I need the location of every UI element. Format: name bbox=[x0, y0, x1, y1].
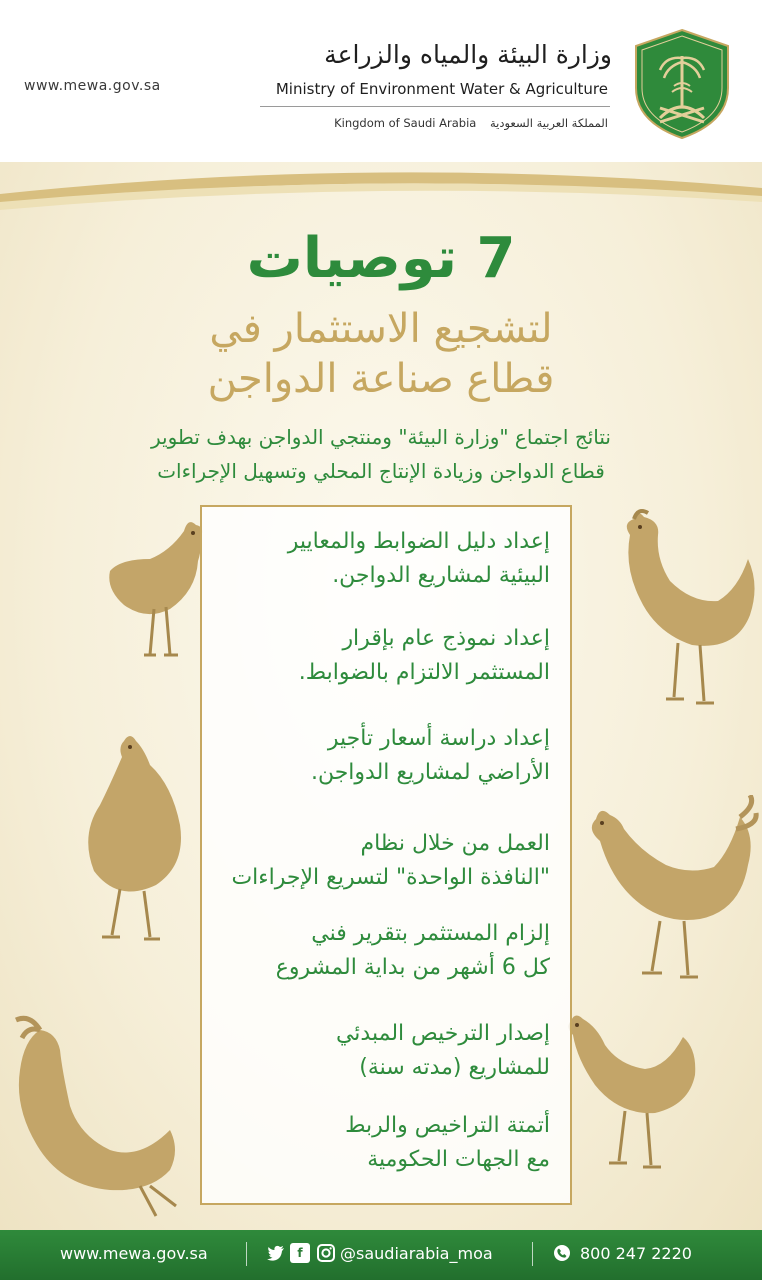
recommendation-3-line-2: الأراضي لمشاريع الدواجن. bbox=[310, 760, 550, 785]
rooster-illustration-1 bbox=[600, 505, 762, 720]
intro-line-2: قطاع الدواجن وزيادة الإنتاج المحلي وتسهيل الإجراءات bbox=[157, 459, 605, 483]
footer-divider-2 bbox=[532, 1242, 533, 1266]
footer-website-link[interactable]: www.mewa.gov.sa bbox=[60, 1244, 208, 1263]
footer-divider-1 bbox=[246, 1242, 247, 1266]
recommendation-6-line-1: إصدار الترخيص المبدئي bbox=[335, 1021, 550, 1046]
recommendation-1-line-1: إعداد دليل الضوابط والمعايير bbox=[287, 529, 550, 554]
header-divider bbox=[260, 106, 610, 107]
ministry-name-arabic: وزارة البيئة والمياه والزراعة bbox=[324, 40, 612, 69]
hen-illustration-3 bbox=[555, 1005, 705, 1175]
ministry-name-english: Ministry of Environment Water & Agriculture bbox=[275, 80, 608, 98]
recommendation-4 bbox=[210, 827, 550, 895]
gold-swoosh bbox=[0, 158, 762, 218]
recommendation-5-line-2: كل 6 أشهر من بداية المشروع bbox=[275, 955, 550, 980]
emblem-icon bbox=[630, 26, 734, 142]
headline-line-1: لتشجيع الاستثمار في bbox=[209, 306, 553, 352]
recommendation-4-line-1: العمل من خلال نظام bbox=[360, 831, 550, 856]
recommendation-2-line-2: المستثمر الالتزام بالضوابط. bbox=[298, 660, 550, 685]
rooster-illustration-3 bbox=[0, 1010, 190, 1230]
recommendation-6 bbox=[210, 1017, 550, 1085]
header bbox=[0, 0, 762, 162]
headline: 7 توصيات bbox=[246, 226, 516, 291]
recommendation-3 bbox=[210, 722, 550, 790]
intro-line-1: نتائج اجتماع "وزارة البيئة" ومنتجي الدواجن بهدف تطوير bbox=[151, 425, 611, 449]
rooster-illustration-2 bbox=[580, 795, 762, 985]
kingdom-label bbox=[334, 116, 608, 130]
recommendations-box bbox=[200, 505, 572, 1205]
phone-number[interactable]: 800 247 2220 bbox=[580, 1244, 692, 1263]
social-handle[interactable]: @saudiarabia_moa bbox=[340, 1244, 493, 1263]
instagram-icon[interactable] bbox=[316, 1243, 336, 1263]
recommendation-7-line-1: أتمتة التراخيص والربط bbox=[345, 1113, 550, 1138]
recommendation-7-line-2: مع الجهات الحكومية bbox=[367, 1147, 550, 1172]
recommendation-7 bbox=[210, 1109, 550, 1177]
website-link[interactable]: www.mewa.gov.sa bbox=[24, 78, 161, 94]
twitter-icon[interactable] bbox=[266, 1243, 286, 1263]
kingdom-english: Kingdom of Saudi Arabia bbox=[334, 116, 477, 130]
recommendation-5 bbox=[210, 917, 550, 985]
phone-icon bbox=[552, 1243, 572, 1263]
recommendation-1-line-2: البيئية لمشاريع الدواجن. bbox=[332, 563, 550, 588]
recommendation-4-line-2: "النافذة الواحدة" لتسريع الإجراءات bbox=[231, 865, 550, 890]
footer-bar bbox=[0, 1230, 762, 1280]
hen-illustration-2 bbox=[60, 725, 200, 945]
recommendation-3-line-1: إعداد دراسة أسعار تأجير bbox=[327, 726, 550, 751]
hen-illustration-1 bbox=[100, 505, 210, 665]
recommendation-2 bbox=[210, 622, 550, 690]
recommendation-5-line-1: إلزام المستثمر بتقرير فني bbox=[311, 921, 550, 946]
facebook-icon[interactable]: f bbox=[290, 1243, 310, 1263]
recommendation-6-line-2: للمشاريع (مدته سنة) bbox=[359, 1055, 550, 1080]
recommendation-2-line-1: إعداد نموذج عام بإقرار bbox=[342, 626, 550, 651]
headline-line-2: قطاع صناعة الدواجن bbox=[207, 356, 555, 402]
recommendation-1 bbox=[210, 525, 550, 593]
kingdom-arabic: المملكة العربية السعودية bbox=[490, 116, 608, 130]
